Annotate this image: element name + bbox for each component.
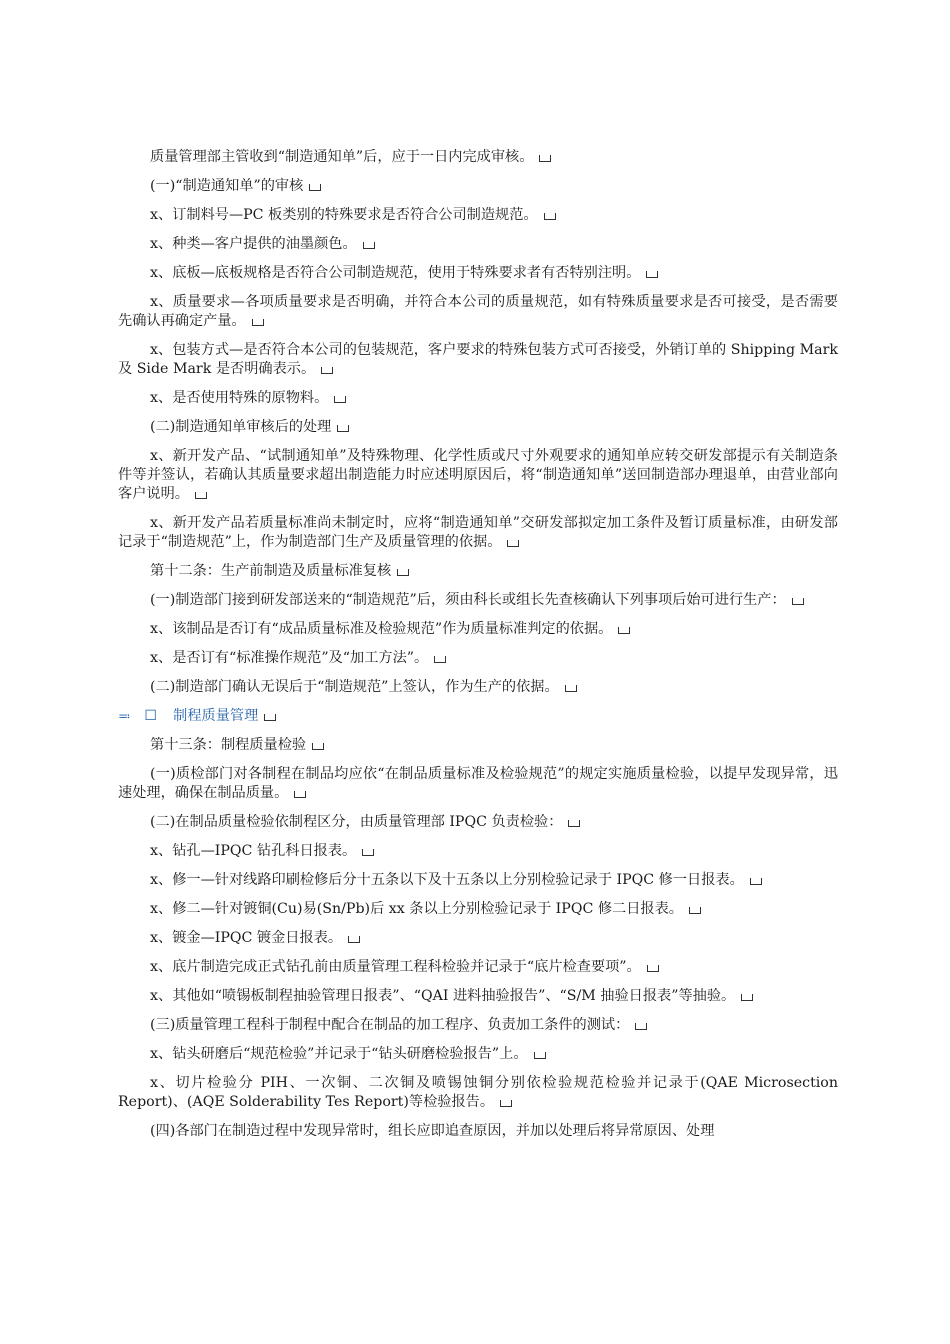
paragraph: (二)在制品质量检验依制程区分，由质量管理部 IPQC 负责检验： <box>118 813 838 832</box>
paragraph-mark-icon <box>264 714 276 721</box>
paragraph: (一)“制造通知单”的审核 <box>118 177 838 196</box>
paragraph-mark-icon <box>195 492 207 499</box>
paragraph: x、钻头研磨后“规范检验”并记录于“钻头研磨检验报告”上。 <box>118 1045 838 1064</box>
paragraph-mark-icon <box>507 540 519 547</box>
paragraph: x、是否使用特殊的原物料。 <box>118 389 838 408</box>
paragraph-mark-icon <box>618 627 630 634</box>
paragraph-mark-icon <box>635 1023 647 1030</box>
paragraph-mark-icon <box>646 271 658 278</box>
paragraph-mark-icon <box>741 994 753 1001</box>
paragraph-mark-icon <box>309 184 321 191</box>
paragraph-mark-icon <box>348 936 360 943</box>
document-body <box>118 148 838 1151</box>
paragraph: x、底片制造完成正式钻孔前由质量管理工程科检验并记录于“底片检查要项”。 <box>118 958 838 977</box>
paragraph-mark-icon <box>565 685 577 692</box>
paragraph-mark-icon <box>689 907 701 914</box>
paragraph: x、修二—针对镀铜(Cu)易(Sn/Pb)后 xx 条以上分别检验记录于 IPQC 修二日报表。 <box>118 900 838 919</box>
paragraph-mark-icon <box>792 598 804 605</box>
paragraph: 第十二条：生产前制造及质量标准复核 <box>118 562 838 581</box>
paragraph: x、底板—底板规格是否符合公司制造规范，使用于特殊要求者有否特别注明。 <box>118 264 838 283</box>
paragraph: (四)各部门在制造过程中发现异常时，组长应即追查原因，并加以处理后将异常原因、处理 <box>150 1123 715 1139</box>
paragraph-mark-icon <box>362 849 374 856</box>
paragraph: x、新开发产品、“试制通知单”及特殊物理、化学性质或尺寸外观要求的通知单应转交研发部提示有关制造条件等并签认，若确认其质量要求超出制造能力时应述明原因后，将“制造通知单”送回制造部办理退单，由营业部向客户说明。 <box>118 448 838 502</box>
paragraph: x、订制料号—PC 板类别的特殊要求是否符合公司制造规范。 <box>118 206 838 225</box>
paragraph: 质量管理部主管收到“制造通知单”后，应于一日内完成审核。 <box>118 148 838 167</box>
paragraph-mark-icon <box>397 569 409 576</box>
paragraph-mark-icon <box>539 155 551 162</box>
paragraph: (一)质检部门对各制程在制品均应依“在制品质量标准及检验规范”的规定实施质量检验，以提早发现异常，迅速处理，确保在制品质量。 <box>118 766 838 801</box>
paragraph: x、种类—客户提供的油墨颜色。 <box>118 235 838 254</box>
paragraph-mark-icon <box>534 1052 546 1059</box>
paragraph-mark-icon <box>750 878 762 885</box>
paragraph: (一)制造部门接到研发部送来的“制造规范”后，须由科长或组长先查核确认下列事项后始可进行生产： <box>118 591 838 610</box>
paragraph-mark-icon <box>647 965 659 972</box>
paragraph: x、修一—针对线路印刷检修后分十五条以下及十五条以上分别检验记录于 IPQC 修一日报表。 <box>118 871 838 890</box>
paragraph-mark-icon <box>321 367 333 374</box>
paragraph: (二)制造通知单审核后的处理 <box>118 418 838 437</box>
paragraph: 第十三条：制程质量检验 <box>118 736 838 755</box>
paragraph: (三)质量管理工程科于制程中配合在制品的加工程序、负责加工条件的测试： <box>118 1016 838 1035</box>
heading-title: 制程质量管理 <box>173 708 259 724</box>
paragraph: x、镀金—IPQC 镀金日报表。 <box>118 929 838 948</box>
paragraph-mark-icon <box>500 1100 512 1107</box>
paragraph-mark-icon <box>544 213 556 220</box>
paragraph: x、其他如“喷锡板制程抽验管理日报表”、“QAI 进料抽验报告”、“S/M 抽验日报表”等抽验。 <box>118 987 838 1006</box>
paragraph: x、切片检验分 PIH、一次铜、二次铜及喷锡蚀铜分别依检验规范检验并记录于(QAE Microsection Report)、(AQE Solderability Tes Report)等检验报告。 <box>118 1075 838 1110</box>
checkbox-icon: ☐ <box>144 708 158 724</box>
paragraph-mark-icon <box>312 743 324 750</box>
paragraph: (二)制造部门确认无误后于“制造规范”上签认，作为生产的依据。 <box>118 678 838 697</box>
paragraph-mark-icon <box>294 791 306 798</box>
paragraph: x、质量要求—各项质量要求是否明确，并符合本公司的质量规范，如有特殊质量要求是否可接受，是否需要先确认再确定产量。 <box>118 294 838 329</box>
paragraph-mark-icon <box>252 319 264 326</box>
paragraph-mark-icon <box>568 820 580 827</box>
paragraph: x、是否订有“标准操作规范”及“加工方法”。 <box>118 649 838 668</box>
heading-number: ≕ <box>118 709 131 723</box>
section-heading <box>118 707 838 726</box>
paragraph-mark-icon <box>337 425 349 432</box>
paragraph: x、新开发产品若质量标准尚未制定时，应将“制造通知单”交研发部拟定加工条件及暂订质量标准，由研发部记录于“制造规范”上，作为制造部门生产及质量管理的依据。 <box>118 515 838 550</box>
paragraph: x、钻孔—IPQC 钻孔科日报表。 <box>118 842 838 861</box>
paragraph-mark-icon <box>434 656 446 663</box>
paragraph-mark-icon <box>363 242 375 249</box>
paragraph: x、包装方式—是否符合本公司的包装规范，客户要求的特殊包装方式可否接受，外销订单的 Shipping Mark 及 Side Mark 是否明确表示。 <box>118 342 838 377</box>
paragraph-mark-icon <box>334 396 346 403</box>
paragraph: x、该制品是否订有“成品质量标准及检验规范”作为质量标准判定的依据。 <box>118 620 838 639</box>
